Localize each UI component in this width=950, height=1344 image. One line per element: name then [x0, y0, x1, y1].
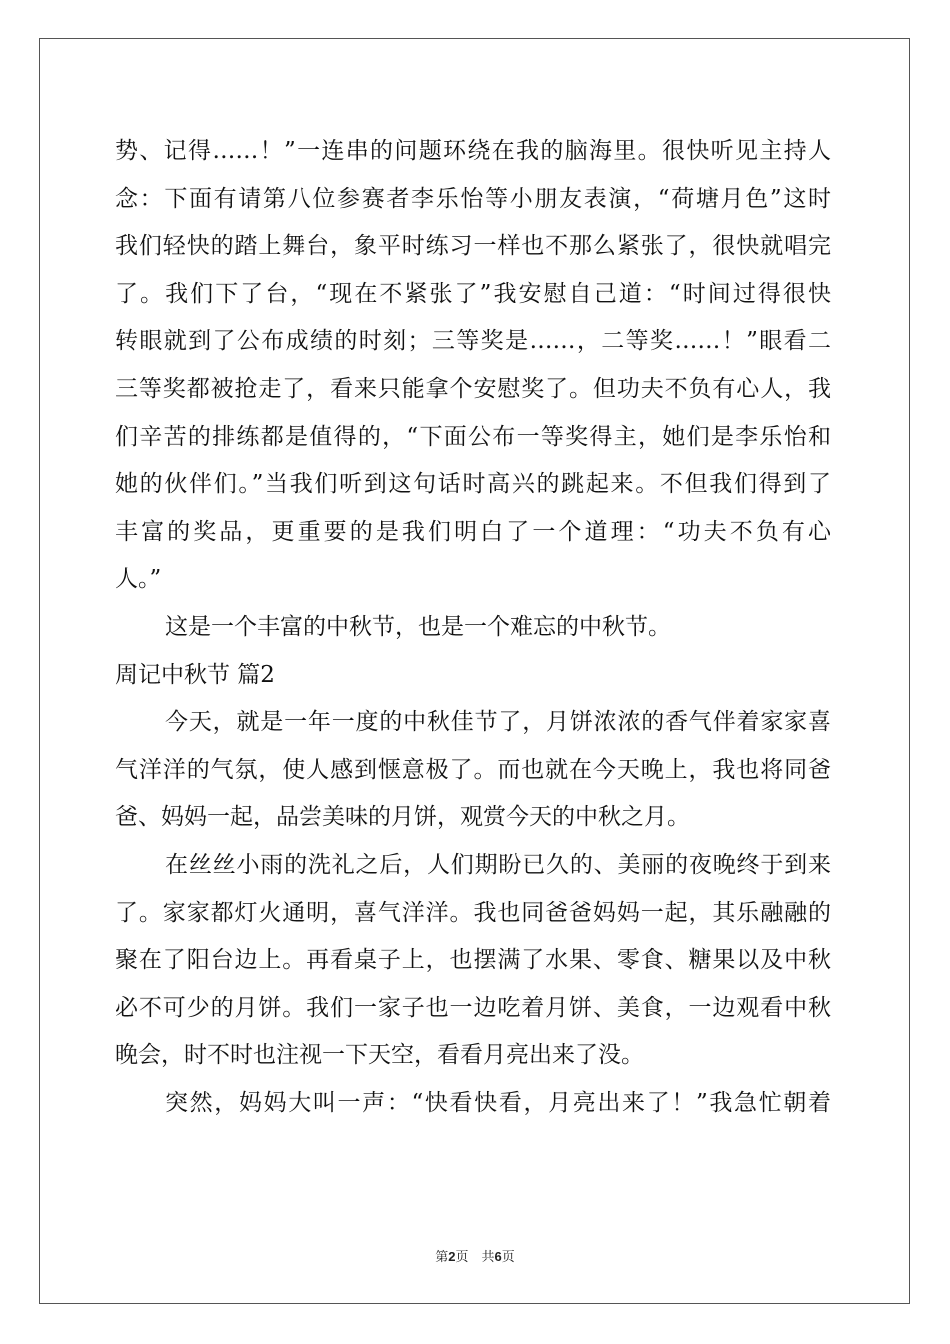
- text-line: 她的伙伴们。”当我们听到这句话时高兴的跳起来。不但我们得到了: [115, 471, 831, 498]
- text-line: 爸、妈妈一起，品尝美味的月饼，观赏今天的中秋之月。: [115, 804, 690, 831]
- section-heading: 周记中秋节 篇2: [115, 661, 275, 688]
- text-line: 念：下面有请第八位参赛者李乐怡等小朋友表演，“荷塘月色”这时: [115, 185, 831, 212]
- text-line: 人。”: [115, 566, 162, 593]
- page-label-mid: 页 共: [455, 1250, 495, 1265]
- text-line: 了。家家都灯火通明，喜气洋洋。我也同爸爸妈妈一起，其乐融融的: [115, 899, 831, 926]
- text-line: 我们轻快的踏上舞台，象平时练习一样也不那么紧张了，很快就唱完: [115, 233, 831, 260]
- text-line: 势、记得……！”一连串的问题环绕在我的脑海里。很快听见主持人: [115, 138, 831, 164]
- page-total: 6: [494, 1249, 502, 1264]
- page-footer: [0, 1246, 950, 1265]
- document-body: [115, 128, 831, 1127]
- text-line: 今天，就是一年一度的中秋佳节了，月饼浓浓的香气伴着家家喜: [165, 709, 831, 736]
- text-line: 这是一个丰富的中秋节，也是一个难忘的中秋节。: [165, 613, 671, 640]
- text-line: 必不可少的月饼。我们一家子也一边吃着月饼、美食，一边观看中秋: [115, 994, 831, 1021]
- text-line: 晚会，时不时也注视一下天空，看看月亮出来了没。: [115, 1042, 644, 1069]
- page-label-suffix: 页: [501, 1250, 515, 1265]
- text-line: 了。我们下了台，“现在不紧张了”我安慰自己道：“时间过得很快: [115, 280, 831, 307]
- page-label-prefix: 第: [435, 1250, 449, 1265]
- text-line: 聚在了阳台边上。再看桌子上，也摆满了水果、零食、糖果以及中秋: [115, 947, 831, 974]
- text-line: 突然，妈妈大叫一声：“快看快看，月亮出来了！”我急忙朝着: [165, 1089, 831, 1116]
- page-number: 2: [448, 1249, 456, 1264]
- text-line: 在丝丝小雨的洗礼之后，人们期盼已久的、美丽的夜晚终于到来: [165, 851, 831, 878]
- text-line: 转眼就到了公布成绩的时刻；三等奖是……，二等奖……！”眼看二: [115, 328, 831, 355]
- text-line: 三等奖都被抢走了，看来只能拿个安慰奖了。但功夫不负有心人，我: [115, 375, 831, 402]
- text-line: 丰富的奖品，更重要的是我们明白了一个道理：“功夫不负有心: [115, 518, 831, 545]
- text-line: 们辛苦的排练都是值得的，“下面公布一等奖得主，她们是李乐怡和: [115, 423, 831, 450]
- text-line: 气洋洋的气氛，使人感到惬意极了。而也就在今天晚上，我也将同爸: [115, 756, 831, 783]
